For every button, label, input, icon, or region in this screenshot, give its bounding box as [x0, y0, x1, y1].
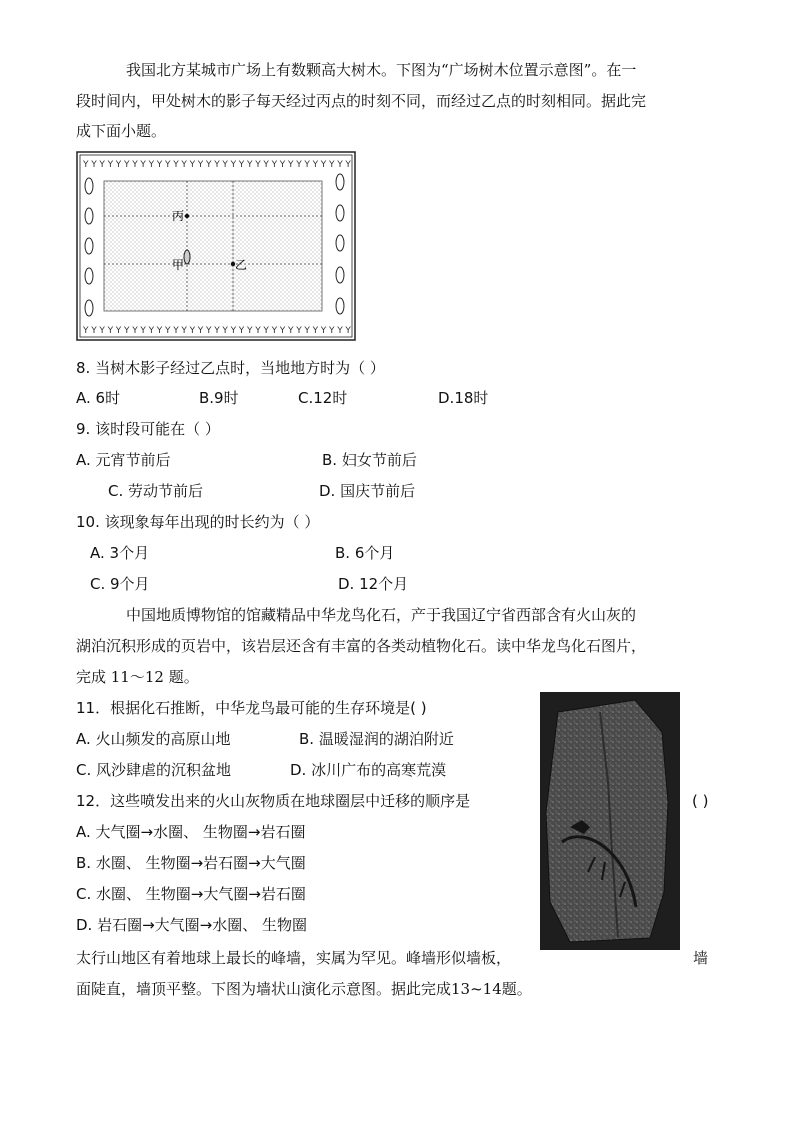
q11-option-c: C. 风沙肆虐的沉积盆地: [76, 761, 232, 779]
passage1-line2: 段时间内，甲处树木的影子每天经过丙点的时刻不同，而经过乙点的时刻相同。据此完: [76, 92, 647, 110]
tree-symbol: Y: [91, 160, 97, 170]
passage1-line3: 成下面小题。: [76, 122, 167, 140]
tree-symbol: Y: [197, 160, 204, 170]
q9-option-c: C. 劳动节前后: [108, 482, 204, 500]
tree-symbol: Y: [173, 326, 179, 336]
tree-symbol: Y: [156, 326, 163, 336]
tree-symbol: Y: [263, 326, 269, 336]
tree-symbol: Y: [173, 160, 179, 170]
tree-symbol: Y: [337, 326, 343, 336]
tree-symbol: Y: [189, 326, 196, 336]
tree-symbol: Y: [148, 160, 155, 170]
tree-symbol: Y: [320, 160, 327, 170]
tree-symbol: Y: [247, 160, 253, 170]
q9-option-d: D. 国庆节前后: [319, 482, 416, 500]
q10-option-b: B. 6个月: [335, 544, 395, 562]
tree-symbol: Y: [83, 160, 89, 170]
q10-option-d: D. 12个月: [338, 575, 409, 593]
tree-symbol: Y: [140, 326, 146, 336]
tree-symbol: Y: [214, 326, 220, 336]
tree-symbol: Y: [197, 326, 204, 336]
tree-symbol: Y: [312, 160, 319, 170]
tree-symbol: Y: [165, 326, 171, 336]
label-yi: 乙: [235, 258, 248, 272]
tree-symbol: Y: [271, 326, 278, 336]
q12-option-a: A. 大气圈→水圈、 生物圈→岩石圈: [76, 823, 306, 841]
tree-symbol: Y: [115, 326, 122, 336]
tree-symbol: Y: [255, 160, 261, 170]
q9-option-a: A. 元宵节前后: [76, 451, 171, 469]
tree-symbol: Y: [189, 160, 196, 170]
q11-option-a: A. 火山频发的高原山地: [76, 730, 231, 748]
tree-symbol: Y: [329, 326, 335, 336]
tree-symbol: Y: [132, 160, 138, 170]
tree-symbol: Y: [320, 326, 327, 336]
tree-symbol: Y: [304, 326, 310, 336]
tree-jia: [184, 250, 190, 264]
tree-symbol: Y: [206, 326, 212, 336]
tree-symbol: Y: [107, 326, 114, 336]
tree-symbol: Y: [238, 160, 245, 170]
q9-stem: 9. 该时段可能在（ ）: [76, 420, 220, 438]
q9-option-b: B. 妇女节前后: [322, 451, 417, 469]
passage3-line1: 太行山地区有着地球上最长的峰墙，实属为罕见。峰墙形似墙板，: [76, 949, 512, 967]
passage1-line1: 我国北方某城市广场上有数颗高大树木。下图为“广场树木位置示意图”。在一: [126, 61, 637, 79]
tree-symbol: Y: [312, 326, 319, 336]
tree-symbol: Y: [115, 160, 122, 170]
tree-symbol: Y: [83, 326, 89, 336]
tree-symbol: Y: [181, 326, 187, 336]
tree-symbol: Y: [148, 326, 155, 336]
tree-symbol: Y: [296, 326, 302, 336]
passage2-line2: 湖泊沉积形成的页岩中，该岩层还含有丰富的各类动植物化石。读中华龙鸟化石图片，: [76, 637, 647, 655]
q11-option-d: D. 冰川广布的高寒荒漠: [290, 761, 447, 779]
q8-option-c: C.12时: [298, 389, 348, 407]
tree-symbol: Y: [124, 326, 130, 336]
tree-symbol: Y: [238, 326, 245, 336]
tree-symbol: Y: [181, 160, 187, 170]
tree-symbol: Y: [124, 160, 130, 170]
tree-symbol: Y: [165, 160, 171, 170]
tree-symbol: Y: [230, 326, 237, 336]
tree-symbol: Y: [206, 160, 212, 170]
tree-symbol: Y: [288, 326, 294, 336]
tree-symbol: Y: [132, 326, 138, 336]
tree-symbol: Y: [156, 160, 163, 170]
q12-option-c: C. 水圈、 生物圈→大气圈→岩石圈: [76, 885, 306, 903]
tree-symbol: Y: [345, 326, 351, 336]
tree-symbol: Y: [99, 326, 105, 336]
tree-symbol: Y: [91, 326, 97, 336]
tree-symbol: Y: [288, 160, 294, 170]
tree-symbol: Y: [345, 160, 351, 170]
tree-symbol: Y: [296, 160, 302, 170]
tree-symbol: Y: [255, 326, 261, 336]
tree-symbol: Y: [279, 326, 286, 336]
passage3-line1-tail: 墙: [693, 949, 709, 967]
tree-symbol: Y: [279, 160, 286, 170]
tree-symbol: Y: [263, 160, 269, 170]
q8-option-d: D.18时: [438, 389, 489, 407]
q10-stem: 10. 该现象每年出现的时长约为（ ）: [76, 513, 320, 531]
q11-option-b: B. 温暖湿润的湖泊附近: [299, 730, 454, 748]
tree-symbol: Y: [337, 160, 343, 170]
q12-option-d: D. 岩石圈→大气圈→水圈、 生物圈: [76, 916, 307, 934]
tree-symbol: Y: [304, 160, 310, 170]
point-bing: [185, 214, 189, 218]
q8-option-a: A. 6时: [76, 389, 121, 407]
q12-option-b: B. 水圈、 生物圈→岩石圈→大气圈: [76, 854, 306, 872]
tree-symbol: Y: [230, 160, 237, 170]
tree-symbol: Y: [99, 160, 105, 170]
label-jia: 甲: [172, 258, 185, 272]
q10-option-c: C. 9个月: [90, 575, 150, 593]
q8-stem: 8. 当树木影子经过乙点时，当地地方时为（ ）: [76, 359, 385, 377]
tree-symbol: Y: [107, 160, 114, 170]
q8-option-b: B.9时: [199, 389, 239, 407]
tree-symbol: Y: [222, 160, 228, 170]
tree-symbol: Y: [214, 160, 220, 170]
tree-symbol: Y: [222, 326, 228, 336]
tree-symbol: Y: [329, 160, 335, 170]
tree-symbol: Y: [140, 160, 146, 170]
q12-answer-paren: ( ): [692, 792, 709, 810]
q12-stem: 12．这些喷发出来的火山灰物质在地球圈层中迁移的顺序是: [76, 792, 471, 810]
tree-symbol: Y: [271, 160, 278, 170]
q11-stem: 11．根据化石推断，中华龙鸟最可能的生存环境是( ): [76, 699, 427, 717]
passage2-line1: 中国地质博物馆的馆藏精品中华龙鸟化石，产于我国辽宁省西部含有火山灰的: [126, 606, 637, 624]
label-bing: 丙: [172, 209, 185, 223]
passage2-line3: 完成 11～12 题。: [76, 668, 199, 686]
passage3-line2: 面陡直，墙顶平整。下图为墙状山演化示意图。据此完成13~14题。: [76, 980, 532, 998]
tree-symbol: Y: [247, 326, 253, 336]
q10-option-a: A. 3个月: [90, 544, 150, 562]
sinosauropteryx-fossil-image: [540, 692, 680, 950]
square-tree-diagram: [76, 151, 356, 341]
